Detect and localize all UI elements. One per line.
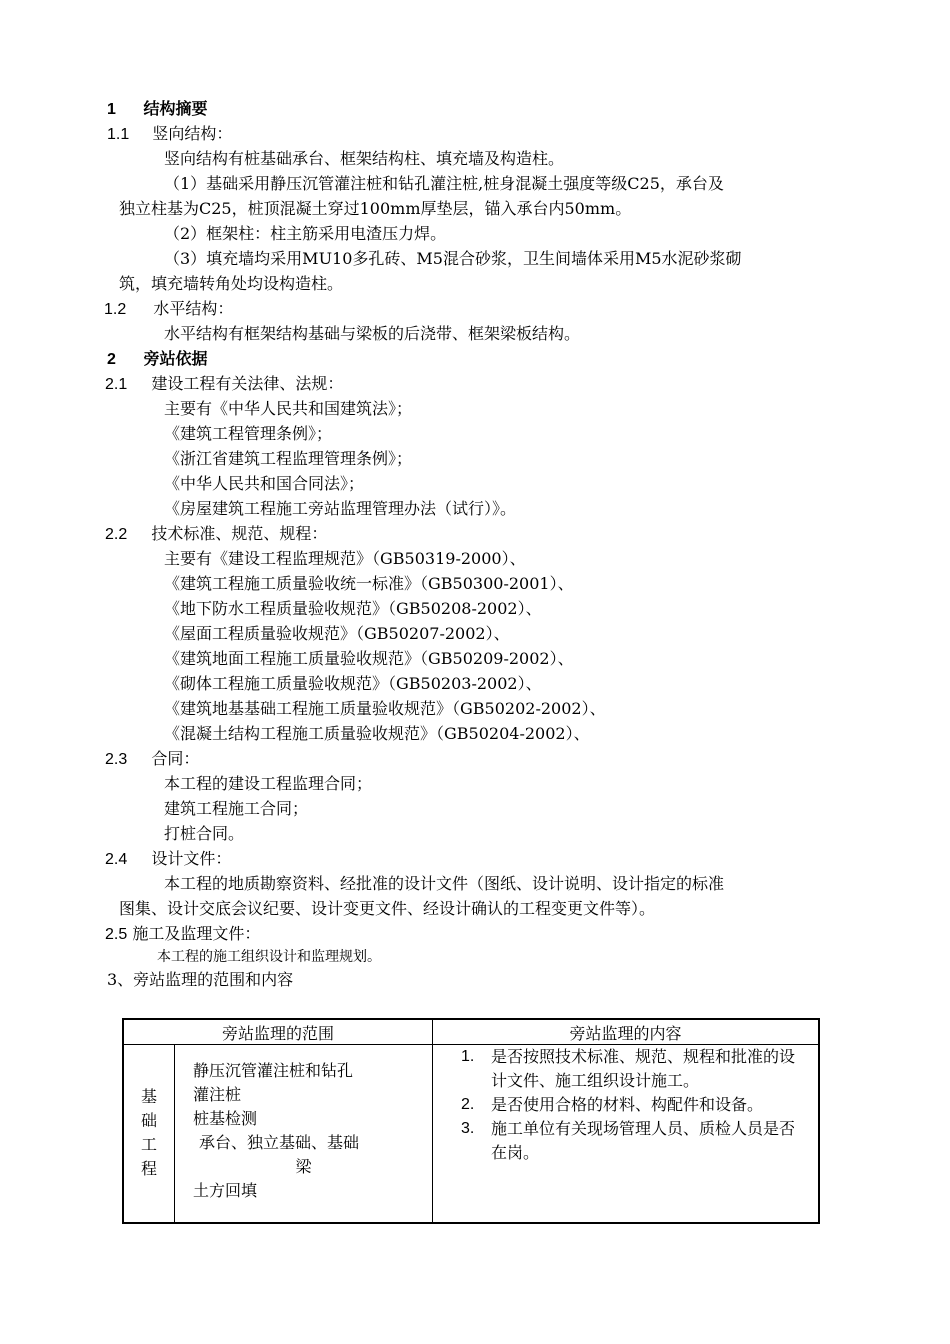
law-item: 《中华人民共和国合同法》； [164,474,365,493]
standard-item: 主要有《建设工程监理规范》（GB50319-2000）、 [164,549,526,568]
section-1-number: 1 [107,101,116,118]
section-2-1-number: 2.1 [105,376,128,393]
category-char: 础 [140,1111,157,1131]
section-1-2-number: 1.2 [104,301,127,318]
table-header-row [123,1019,819,1045]
scope-line: 灌注桩 [193,1085,242,1104]
standard-item: 《建筑工程施工质量验收统一标准》（GB50300-2001）、 [164,574,574,593]
section-2-4-text-b: 图集、设计交底会议纪要、设计变更文件、经设计确认的工程变更文件等）。 [119,899,656,918]
section-2-5-number: 2.5 [105,926,128,943]
contract-item: 打桩合同。 [164,824,245,843]
section-1-heading [107,99,208,120]
list-item [439,1093,810,1117]
standard-item: 《建筑地面工程施工质量验收规范》（GB50209-2002）、 [164,649,574,668]
section-1-1-intro: 竖向结构有桩基础承台、框架结构柱、填充墙及构造柱。 [164,149,565,168]
section-2-4-title: 设计文件： [151,849,232,868]
header-scope: 旁站监理的范围 [123,1019,433,1045]
header-content: 旁站监理的内容 [433,1019,820,1045]
section-1-2-text: 水平结构有框架结构基础与梁板的后浇带、框架梁板结构。 [164,324,581,343]
category-char: 程 [140,1159,157,1179]
list-item [439,1045,810,1093]
section-1-1-para-1b: 独立柱基为C25，桩顶混凝土穿过100mm厚垫层，锚入承台内50mm。 [119,199,632,218]
content-list [439,1045,810,1165]
scope-cell [175,1045,433,1223]
section-2-5-title: 施工及监理文件： [132,924,261,943]
category-char: 工 [140,1135,157,1155]
scope-line: 土方回填 [193,1181,258,1200]
category-cell [123,1045,175,1223]
list-item-text: 是否使用合格的材料、构配件和设备。 [491,1095,764,1114]
list-item-number: 2. [461,1096,475,1113]
section-2-5-text: 本工程的施工组织设计和监理规划。 [157,949,381,965]
list-item-text: 是否按照技术标准、规范、规程和批准的设计文件、施工组织设计施工。 [491,1047,796,1090]
law-item: 《浙江省建筑工程监理管理条例》； [164,449,413,468]
scope-line: 承台、独立基础、基础 [199,1133,360,1152]
section-2-2-number: 2.2 [105,526,128,543]
section-2-3-title: 合同： [151,749,200,768]
list-item-text: 施工单位有关现场管理人员、质检人员是否在岗。 [491,1119,796,1162]
section-2-title: 旁站依据 [143,349,208,368]
scope-line: 桩基检测 [193,1109,258,1128]
section-2-5-heading [105,924,260,945]
table-row [123,1045,819,1223]
section-2-1-heading [105,374,343,395]
list-item-number: 3. [461,1120,475,1137]
contract-item: 本工程的建设工程监理合同； [164,774,373,793]
contract-item: 建筑工程施工合同； [164,799,309,818]
standard-item: 《屋面工程质量验收规范》（GB50207-2002）、 [164,624,510,643]
law-item: 《建筑工程管理条例》； [164,424,333,443]
section-2-4-heading [105,849,231,870]
section-1-1-title: 竖向结构： [152,124,233,143]
section-1-2-heading [104,299,233,320]
section-1-1-para-2: （2）框架柱：柱主筋采用电渣压力焊。 [164,224,447,243]
scope-line: 梁 [295,1157,312,1176]
content-cell [433,1045,820,1223]
section-1-1-para-3b: 筑，填充墙转角处均设构造柱。 [119,274,344,293]
section-2-heading [107,349,208,370]
section-2-3-number: 2.3 [105,751,128,768]
section-2-2-title: 技术标准、规范、规程： [151,524,328,543]
section-1-1-para-1a: （1）基础采用静压沉管灌注桩和钻孔灌注桩,桩身混凝土强度等级C25，承台及 [164,174,724,193]
standard-item: 《地下防水工程质量验收规范》（GB50208-2002）、 [164,599,542,618]
list-item [439,1117,810,1165]
section-1-1-heading [107,124,232,145]
section-3-heading: 3、旁站监理的范围和内容 [107,970,294,989]
category-char: 基 [140,1087,157,1107]
section-1-title: 结构摘要 [143,99,208,118]
standard-item: 《混凝土结构工程施工质量验收规范》（GB50204-2002）、 [164,724,590,743]
section-2-4-number: 2.4 [105,851,128,868]
scope-line: 静压沉管灌注桩和钻孔 [193,1061,354,1080]
section-2-2-heading [105,524,327,545]
standard-item: 《砌体工程施工质量验收规范》（GB50203-2002）、 [164,674,542,693]
section-2-1-title: 建设工程有关法律、法规： [151,374,344,393]
section-1-1-para-3a: （3）填充墙均采用MU10多孔砖、M5混合砂浆，卫生间墙体采用M5水泥砂浆砌 [164,249,742,268]
standard-item: 《建筑地基基础工程施工质量验收规范》（GB50202-2002）、 [164,699,606,718]
section-1-1-number: 1.1 [107,126,130,143]
section-2-4-text-a: 本工程的地质勘察资料、经批准的设计文件（图纸、设计说明、设计指定的标准 [164,874,725,893]
section-2-3-heading [105,749,199,770]
list-item-number: 1. [461,1048,475,1065]
section-1-2-title: 水平结构： [153,299,234,318]
section-2-number: 2 [107,351,116,368]
law-item: 《房屋建筑工程施工旁站监理管理办法（试行）》。 [164,499,517,518]
supervision-table [122,1018,820,1224]
law-item: 主要有《中华人民共和国建筑法》； [164,399,413,418]
